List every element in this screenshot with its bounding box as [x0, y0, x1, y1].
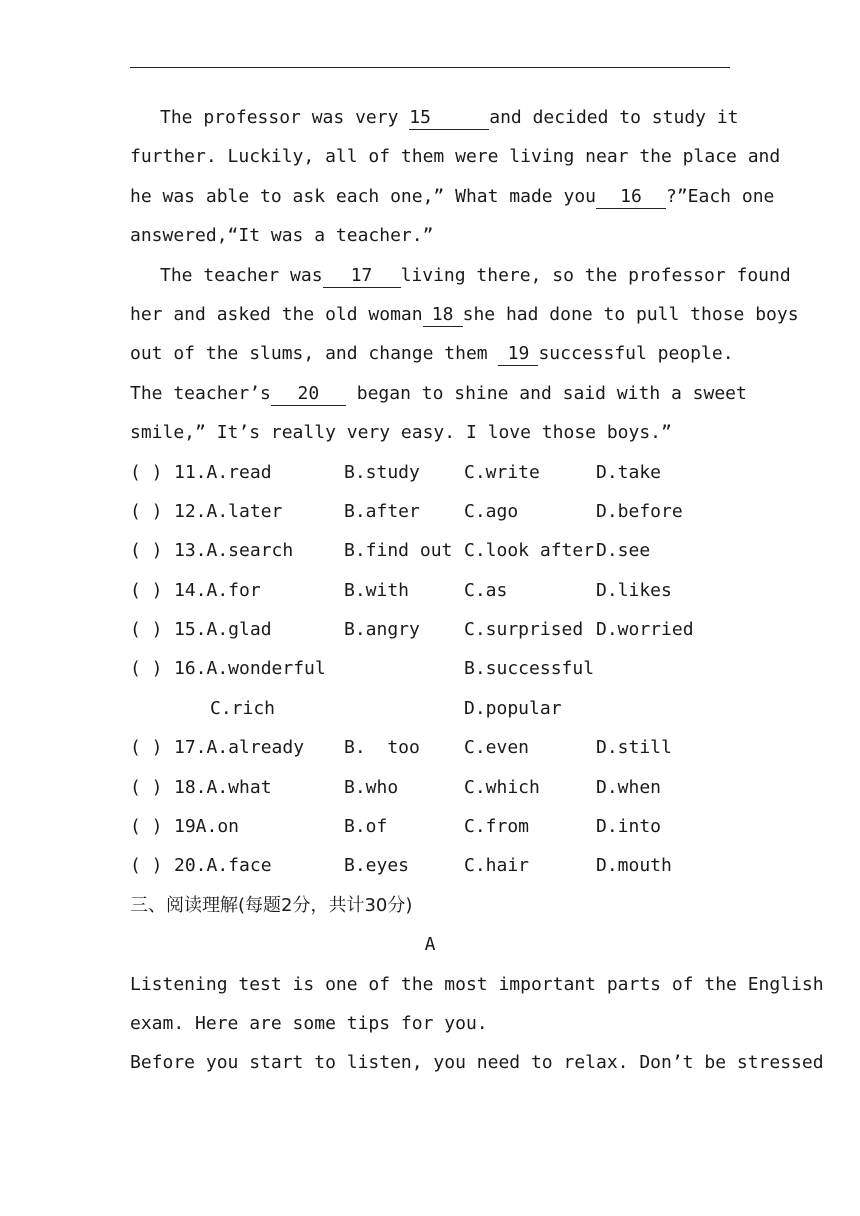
- option-c: C.surprised: [464, 619, 584, 641]
- option-b: B.find out: [344, 540, 453, 562]
- text: he was able to ask each one,” What made you: [130, 185, 596, 207]
- blank-16: 16: [596, 186, 666, 209]
- answer-paren[interactable]: ( ): [130, 816, 163, 838]
- answer-paren[interactable]: ( ): [130, 658, 163, 680]
- question-row: [130, 492, 730, 531]
- answer-paren[interactable]: ( ): [130, 855, 163, 877]
- option-c: C.look after: [464, 540, 595, 562]
- option-b: B.after: [344, 500, 420, 522]
- blank-20: 20: [271, 383, 346, 406]
- document-body: [130, 98, 824, 1083]
- option-a: 13.A.search: [174, 540, 294, 562]
- option-c: C.ago: [464, 500, 519, 522]
- option-c: C.which: [464, 776, 540, 798]
- answer-paren: [130, 689, 174, 728]
- option-c: C.as: [464, 579, 508, 601]
- blank-15: 15: [409, 107, 489, 130]
- passage-line: [130, 177, 775, 216]
- passage-line: further. Luckily, all of them were living near the place and: [130, 146, 781, 168]
- option-b: B.eyes: [344, 855, 410, 877]
- option-b: [344, 649, 464, 688]
- answer-paren[interactable]: ( ): [130, 540, 163, 562]
- option-a: 17.A.already: [174, 737, 305, 759]
- option-b: B.of: [344, 816, 388, 838]
- question-row-continued: [130, 689, 730, 728]
- question-row: [130, 768, 730, 807]
- text: successful people.: [538, 343, 734, 365]
- option-a: 14.A.for: [174, 579, 261, 601]
- reading-line: exam. Here are some tips for you.: [130, 1012, 488, 1034]
- question-row: [130, 807, 730, 846]
- passage-label: A: [424, 934, 436, 956]
- option-a: 20.A.face: [174, 855, 272, 877]
- answer-paren[interactable]: ( ): [130, 776, 163, 798]
- text: began to shine and said with a sweet: [345, 382, 747, 404]
- header-rule: [130, 67, 730, 68]
- text: The professor was very: [160, 107, 410, 128]
- blank-19: 19: [498, 343, 538, 366]
- option-c: B.successful: [464, 658, 595, 680]
- option-c: C.hair: [464, 855, 530, 877]
- answer-paren[interactable]: ( ): [130, 461, 163, 483]
- answer-paren[interactable]: ( ): [130, 500, 163, 522]
- option-b: B.angry: [344, 619, 420, 641]
- option-empty: [596, 689, 730, 728]
- option-d: D.before: [596, 500, 683, 522]
- answer-paren[interactable]: ( ): [130, 619, 163, 641]
- passage-line: [130, 256, 791, 295]
- option-d: D.still: [596, 737, 672, 759]
- text: ?”Each one: [666, 185, 775, 207]
- option-b: B.study: [344, 461, 420, 483]
- option-d: D.into: [596, 816, 662, 838]
- option-empty: [344, 689, 464, 728]
- option-d: D.mouth: [596, 855, 672, 877]
- option-c: C.from: [464, 816, 530, 838]
- reading-line: Before you start to listen, you need to relax. Don’t be stressed: [130, 1052, 824, 1074]
- text: her and asked the old woman: [130, 303, 423, 325]
- option-c: C.rich: [210, 697, 276, 719]
- option-b: B.who: [344, 776, 399, 798]
- option-a: 19A.on: [174, 816, 240, 838]
- passage-line: [130, 98, 739, 137]
- option-d: D.popular: [464, 697, 562, 719]
- question-row: [130, 649, 730, 688]
- option-a: 16.A.wonderful: [174, 658, 326, 680]
- option-b: B. too: [344, 737, 420, 759]
- option-c: C.write: [464, 461, 540, 483]
- text: she had done to pull those boys: [462, 303, 799, 325]
- question-row: [130, 728, 730, 767]
- section-heading: 三、阅读理解(每题2分，共计30分): [130, 894, 413, 916]
- text: The teacher’s: [130, 382, 271, 404]
- answer-paren[interactable]: ( ): [130, 579, 163, 601]
- answer-paren[interactable]: ( ): [130, 737, 163, 759]
- question-row: [130, 531, 730, 570]
- option-a: 15.A.glad: [174, 619, 272, 641]
- question-row: [130, 846, 730, 885]
- option-d: D.when: [596, 776, 662, 798]
- option-d: D.likes: [596, 579, 672, 601]
- question-row: [130, 571, 730, 610]
- option-d: D.take: [596, 461, 662, 483]
- text: living there, so the professor found: [400, 264, 791, 286]
- text: The teacher was: [160, 264, 323, 286]
- passage-line: smile,” It’s really very easy. I love those boys.”: [130, 422, 672, 444]
- option-b: B.with: [344, 579, 410, 601]
- blank-17: 17: [323, 265, 401, 288]
- reading-line: Listening test is one of the most important parts of the English: [130, 973, 824, 995]
- question-row: [130, 453, 730, 492]
- option-d: [596, 649, 730, 688]
- text: out of the slums, and change them: [130, 343, 499, 365]
- option-d: D.see: [596, 540, 651, 562]
- passage-line: [130, 295, 799, 334]
- passage-line: [130, 374, 747, 413]
- passage-line: [130, 334, 734, 373]
- option-a: 18.A.what: [174, 776, 272, 798]
- option-a: 11.A.read: [174, 461, 272, 483]
- text: and decided to study it: [489, 107, 739, 128]
- option-d: D.worried: [596, 619, 694, 641]
- option-c: C.even: [464, 737, 530, 759]
- question-row: [130, 610, 730, 649]
- option-a: 12.A.later: [174, 500, 283, 522]
- blank-18: 18: [423, 304, 463, 327]
- passage-line: answered,“It was a teacher.”: [130, 225, 434, 247]
